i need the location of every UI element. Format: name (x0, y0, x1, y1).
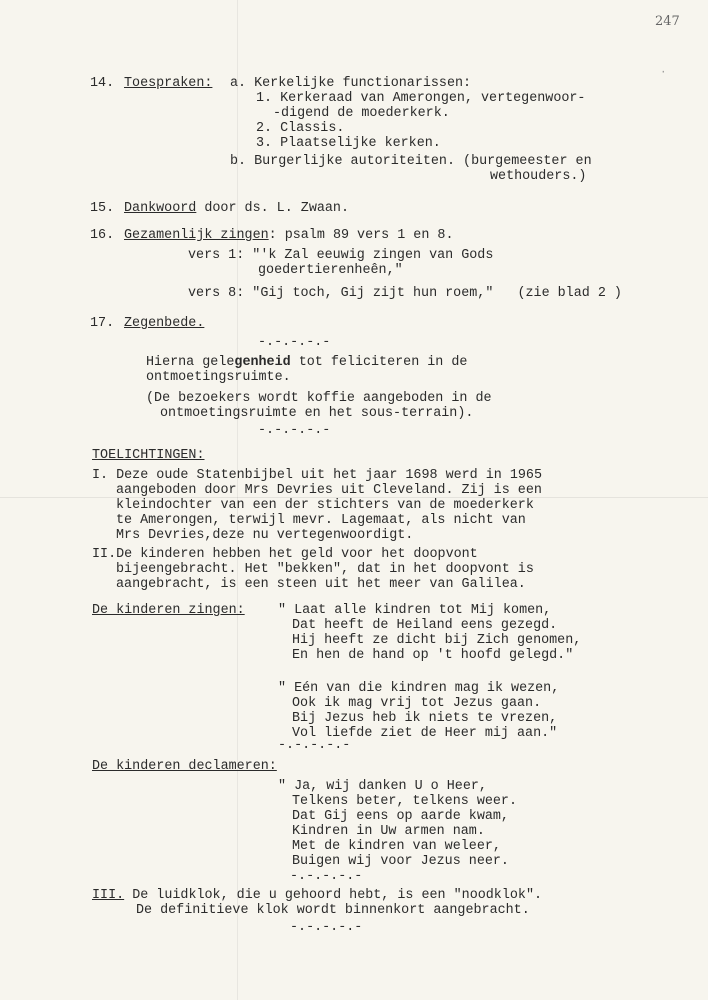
toespraken-line-b2: wethouders.) (490, 169, 587, 184)
toespraken-heading: Toespraken: (124, 76, 213, 91)
toespraken-item-1b: -digend de moederkerk. (273, 106, 450, 121)
poem-line: Met de kindren van weleer, (292, 839, 501, 854)
toespraken-line-a: a. Kerkelijke functionarissen: (230, 76, 472, 91)
separator: -.-.-.-.- (258, 335, 331, 350)
vers8-line: vers 8: "Gij toch, Gij zijt hun roem," (zie blad 2 ) (188, 286, 622, 301)
note-1-line: I. Deze oude Statenbijbel uit het jaar 1698 werd in 1965 (92, 468, 542, 483)
gezamenlijk-zingen-heading: Gezamenlijk zingen (124, 228, 269, 243)
item-number-15: 15. (90, 201, 115, 216)
dankwoord-text: door ds. L. Zwaan. (196, 201, 350, 216)
vers1-line-b: goedertierenheên," (258, 263, 403, 278)
song-verse-2-line: Ook ik mag vrij tot Jezus gaan. (292, 696, 542, 711)
item-number-16: 16. (90, 228, 115, 243)
song-verse-1-line: Hij heeft ze dicht bij Zich genomen, (292, 633, 582, 648)
poem-line: Buigen wij voor Jezus neer. (292, 854, 509, 869)
psalm-text: : psalm 89 vers 1 en 8. (268, 228, 454, 243)
felicitatie-line-2: ontmoetingsruimte. (146, 370, 291, 385)
kinderen-declameren-heading: De kinderen declameren: (92, 759, 277, 774)
toelichtingen-heading: TOELICHTINGEN: (92, 448, 205, 463)
song-verse-1-line: Dat heeft de Heiland eens gezegd. (292, 618, 558, 633)
song-verse-2-line: Vol liefde ziet de Heer mij aan." (292, 726, 558, 741)
toespraken-item-1a: 1. Kerkeraad van Amerongen, vertegenwoor- (256, 91, 586, 106)
poem-line: Telkens beter, telkens weer. (292, 794, 517, 809)
song-verse-1-line: " Laat alle kindren tot Mij komen, (278, 603, 552, 618)
separator: -.-.-.-.- (278, 738, 351, 753)
toespraken-item-3: 3. Plaatselijke kerken. (256, 136, 441, 151)
toespraken-line-b1: b. Burgerlijke autoriteiten. (burgemeester en (230, 154, 592, 169)
toespraken-item-2: 2. Classis. (256, 121, 345, 136)
poem-line: Dat Gij eens op aarde kwam, (292, 809, 509, 824)
note-1-line: aangeboden door Mrs Devries uit Cleveland. Zij is een (116, 483, 542, 498)
poem-line: Kindren in Uw armen nam. (292, 824, 485, 839)
felicitatie-line (146, 355, 467, 370)
dankwoord-heading: Dankwoord (124, 201, 197, 216)
separator: -.-.-.-.- (290, 920, 363, 935)
item-number-17: 17. (90, 316, 115, 331)
felicitatie-post: tot feliciteren in de (290, 355, 468, 370)
vers1-line-a: vers 1: "'k Zal eeuwig zingen van Gods (188, 248, 494, 263)
note-3-line-b: De definitieve klok wordt binnenkort aangebracht. (136, 903, 530, 918)
note-2-line: aangebracht, is een steen uit het meer van Galilea. (116, 577, 526, 592)
song-verse-1-line: En hen de hand op 't hoofd gelegd." (292, 648, 574, 663)
note-3-line (92, 888, 542, 903)
separator: -.-.-.-.- (290, 869, 363, 884)
stray-mark: · (660, 67, 667, 79)
note-2-line: II.De kinderen hebben het geld voor het doopvont (92, 547, 478, 562)
zegenbede-heading: Zegenbede. (124, 316, 205, 331)
note-1-line: Mrs Devries,deze nu vertegenwoordigt. (116, 528, 414, 543)
song-verse-2-line: " Eén van die kindren mag ik wezen, (278, 681, 560, 696)
poem-line: " Ja, wij danken U o Heer, (278, 779, 487, 794)
dankwoord-line (124, 201, 349, 216)
item-number-14: 14. (90, 76, 115, 91)
note-3-number: III. (92, 888, 125, 903)
koffie-line-1: (De bezoekers wordt koffie aangeboden in de (146, 391, 492, 406)
koffie-line-2: ontmoetingsruimte en het sous-terrain). (160, 406, 474, 421)
kinderen-zingen-heading: De kinderen zingen: (92, 603, 245, 618)
felicitatie-bold: genheid (234, 355, 291, 370)
song-verse-2-line: Bij Jezus heb ik niets te vrezen, (292, 711, 558, 726)
note-3-text: De luidklok, die u gehoord hebt, is een "noodklok". (124, 888, 543, 903)
note-2-line: bijeengebracht. Het "bekken", dat in het doopvont is (116, 562, 534, 577)
felicitatie-pre: Hierna gele (146, 355, 235, 370)
zingen-line (124, 228, 453, 243)
separator: -.-.-.-.- (258, 423, 331, 438)
note-1-line: te Amerongen, terwijl mevr. Lagemaat, als nicht van (116, 513, 526, 528)
page-number: 247 (655, 14, 680, 29)
note-1-line: kleindochter van een der stichters van de moederkerk (116, 498, 534, 513)
